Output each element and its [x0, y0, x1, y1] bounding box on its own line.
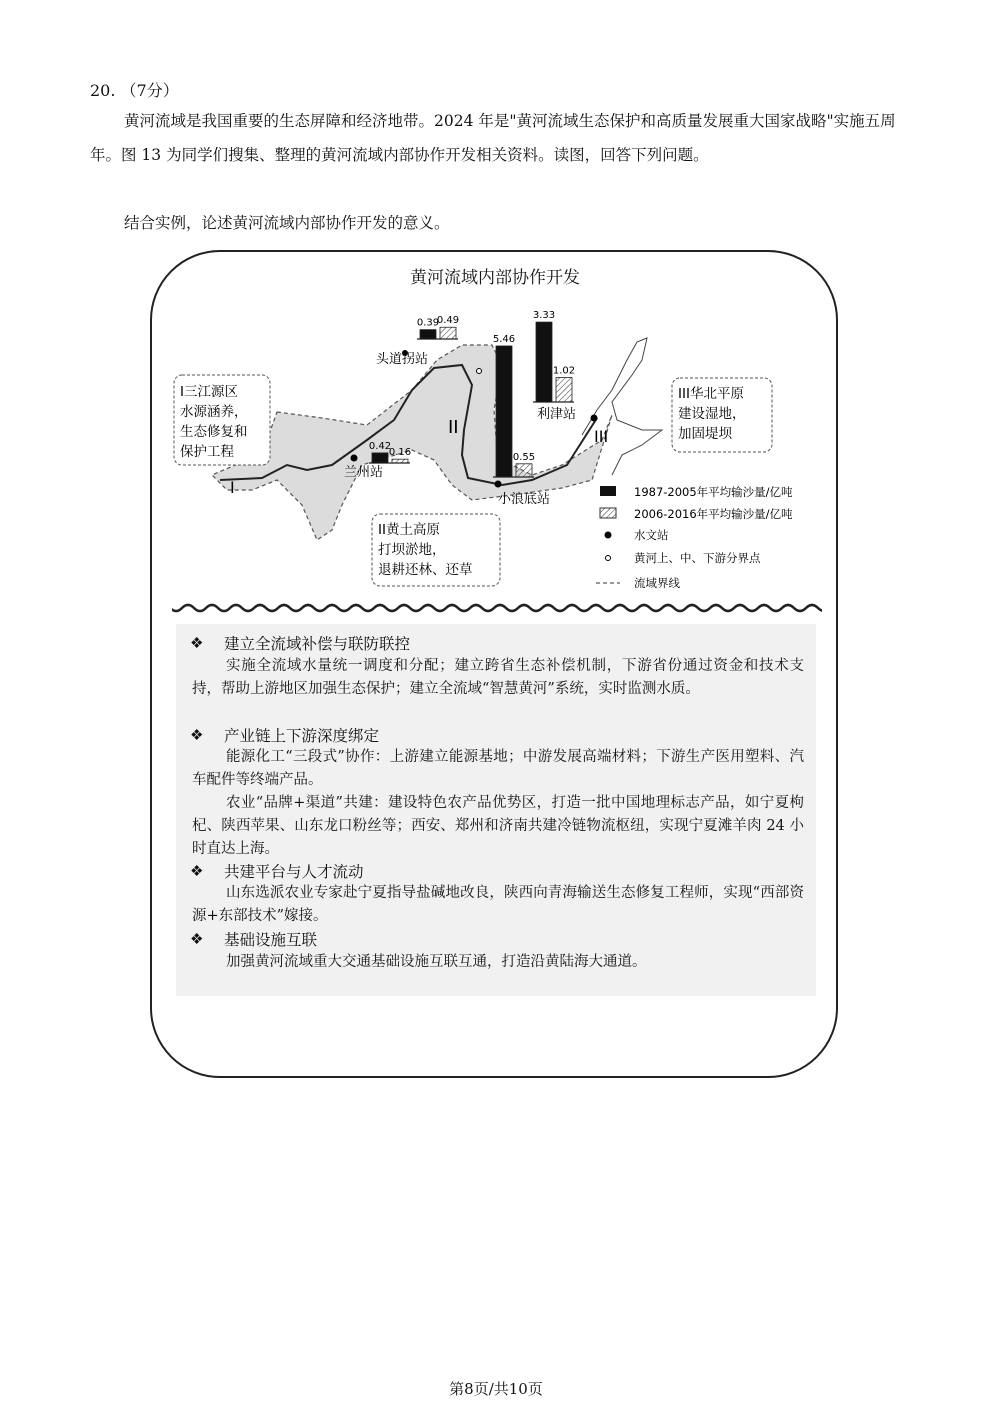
station-xiaolangdi-label: 小浪底站 [498, 492, 551, 507]
region-1-line3: 生态修复和 [180, 424, 248, 440]
bullet-3: ❖ [190, 862, 204, 880]
section-3-title: 共建平台与人才流动 [224, 863, 364, 881]
section-1-title: 建立全流域补偿与联防联控 [224, 635, 411, 653]
bullet-4: ❖ [190, 930, 204, 948]
legend-swatch-hatched [600, 508, 616, 518]
region-mark-2: II [448, 417, 459, 438]
question-prompt: 结合实例，论述黄河流域内部协作开发的意义。 [124, 214, 450, 232]
section-1-text: 实施全流域水量统一调度和分配；建立跨省生态补偿机制，下游省份通过资金和技术支持，帮助上游地区加强生态保护；建立全流域“智慧黄河”系统，实时监测水质。 [192, 658, 804, 697]
region-3-title: III华北平原 [678, 386, 744, 402]
bar-利津站-early [536, 322, 552, 402]
question-intro: 黄河流域是我国重要的生态屏障和经济地带。2024 年是"黄河流域生态保护和高质量发展重大国家战略"实施五周年。图 13 为同学们搜集、整理的黄河流域内部协作开发相关资料。读图，回答下列问题。 [90, 112, 896, 164]
station-lijin-dot [591, 415, 598, 422]
figure-title: 黄河流域内部协作开发 [410, 268, 580, 288]
legend [596, 485, 793, 590]
section-2-text-a: 能源化工“三段式”协作：上游建立能源基地；中游发展高端材料；下游生产医用塑料、汽车配件等终端产品。 [192, 749, 804, 788]
wavy-divider [172, 605, 822, 611]
legend-divide-icon [606, 556, 611, 561]
section-2-text-b: 农业“品牌+渠道”共建：建设特色农产品优势区，打造一批中国地理标志产品，如宁夏枸杞、陕西苹果、山东龙口粉丝等；西安、郑州和济南共建冷链物流枢纽，实现宁夏滩羊肉 24 小时直达上海。 [192, 795, 804, 857]
region-mark-3: III [594, 427, 609, 446]
region-3-line2: 建设湿地， [678, 406, 746, 422]
station-xiaolangdi-dot [495, 481, 502, 488]
section-4-title: 基础设施互联 [224, 931, 318, 949]
bar-value-label: 0.55 [512, 451, 536, 463]
region-mark-1: I [230, 478, 235, 497]
region-2-title: II黄土高原 [378, 522, 440, 538]
bar-小浪底站-late [516, 464, 532, 477]
yellow-river-map [172, 290, 822, 620]
legend-hatched: 2006-2016年平均输沙量/亿吨 [634, 507, 793, 521]
bullet-2: ❖ [190, 726, 204, 744]
legend-station: 水文站 [634, 528, 669, 542]
station-toudaoguai-label: 头道拐站 [376, 352, 429, 367]
legend-divide: 黄河上、中、下游分界点 [634, 551, 761, 565]
bar-value-label: 3.33 [532, 310, 556, 322]
region-1-line4: 保护工程 [180, 444, 234, 460]
question-number: 20. （7分） [90, 81, 179, 100]
region-1-line2: 水源涵养， [180, 404, 248, 420]
legend-dark: 1987-2005年平均输沙量/亿吨 [634, 485, 793, 499]
section-2-title: 产业链上下游深度绑定 [224, 727, 380, 745]
bar-value-label: 0.16 [388, 447, 412, 459]
legend-boundary: 流域界线 [634, 576, 680, 590]
bar-value-label: 5.46 [492, 333, 516, 345]
section-4-text: 加强黄河流域重大交通基础设施互联互通，打造沿黄陆海大通道。 [226, 954, 647, 970]
region-2-line3: 退耕还林、还草 [378, 562, 473, 578]
page-footer: 第8页/共10页 [449, 1380, 543, 1398]
region-3-line3: 加固堤坝 [678, 426, 732, 442]
section-3-text: 山东选派农业专家赴宁夏指导盐碱地改良，陕西向青海输送生态修复工程师，实现“西部资源+东部技术”嫁接。 [192, 885, 804, 924]
legend-station-icon [605, 532, 612, 539]
divide-point-1 [477, 369, 482, 374]
bar-利津站-late [556, 378, 572, 402]
station-lanzhou-label: 兰州站 [344, 465, 384, 480]
bar-兰州站-late [392, 459, 408, 463]
bar-value-label: 0.49 [436, 315, 460, 327]
bar-小浪底站-early [496, 346, 512, 477]
region-2-line2: 打坝淤地， [378, 542, 446, 558]
bar-兰州站-early [372, 453, 388, 463]
bar-value-label: 1.02 [552, 365, 576, 377]
station-lanzhou-dot [351, 455, 358, 462]
bar-value-label: 0.42 [368, 440, 392, 452]
bar-头道拐站-early [420, 330, 436, 339]
legend-swatch-dark [600, 486, 616, 496]
bar-头道拐站-late [440, 327, 456, 339]
station-lijin-label: 利津站 [537, 407, 577, 422]
bar-value-label: 0.39 [416, 317, 440, 329]
info-panel [176, 624, 816, 996]
region-1-title: I三江源区 [180, 384, 238, 400]
bullet-1: ❖ [190, 634, 204, 652]
